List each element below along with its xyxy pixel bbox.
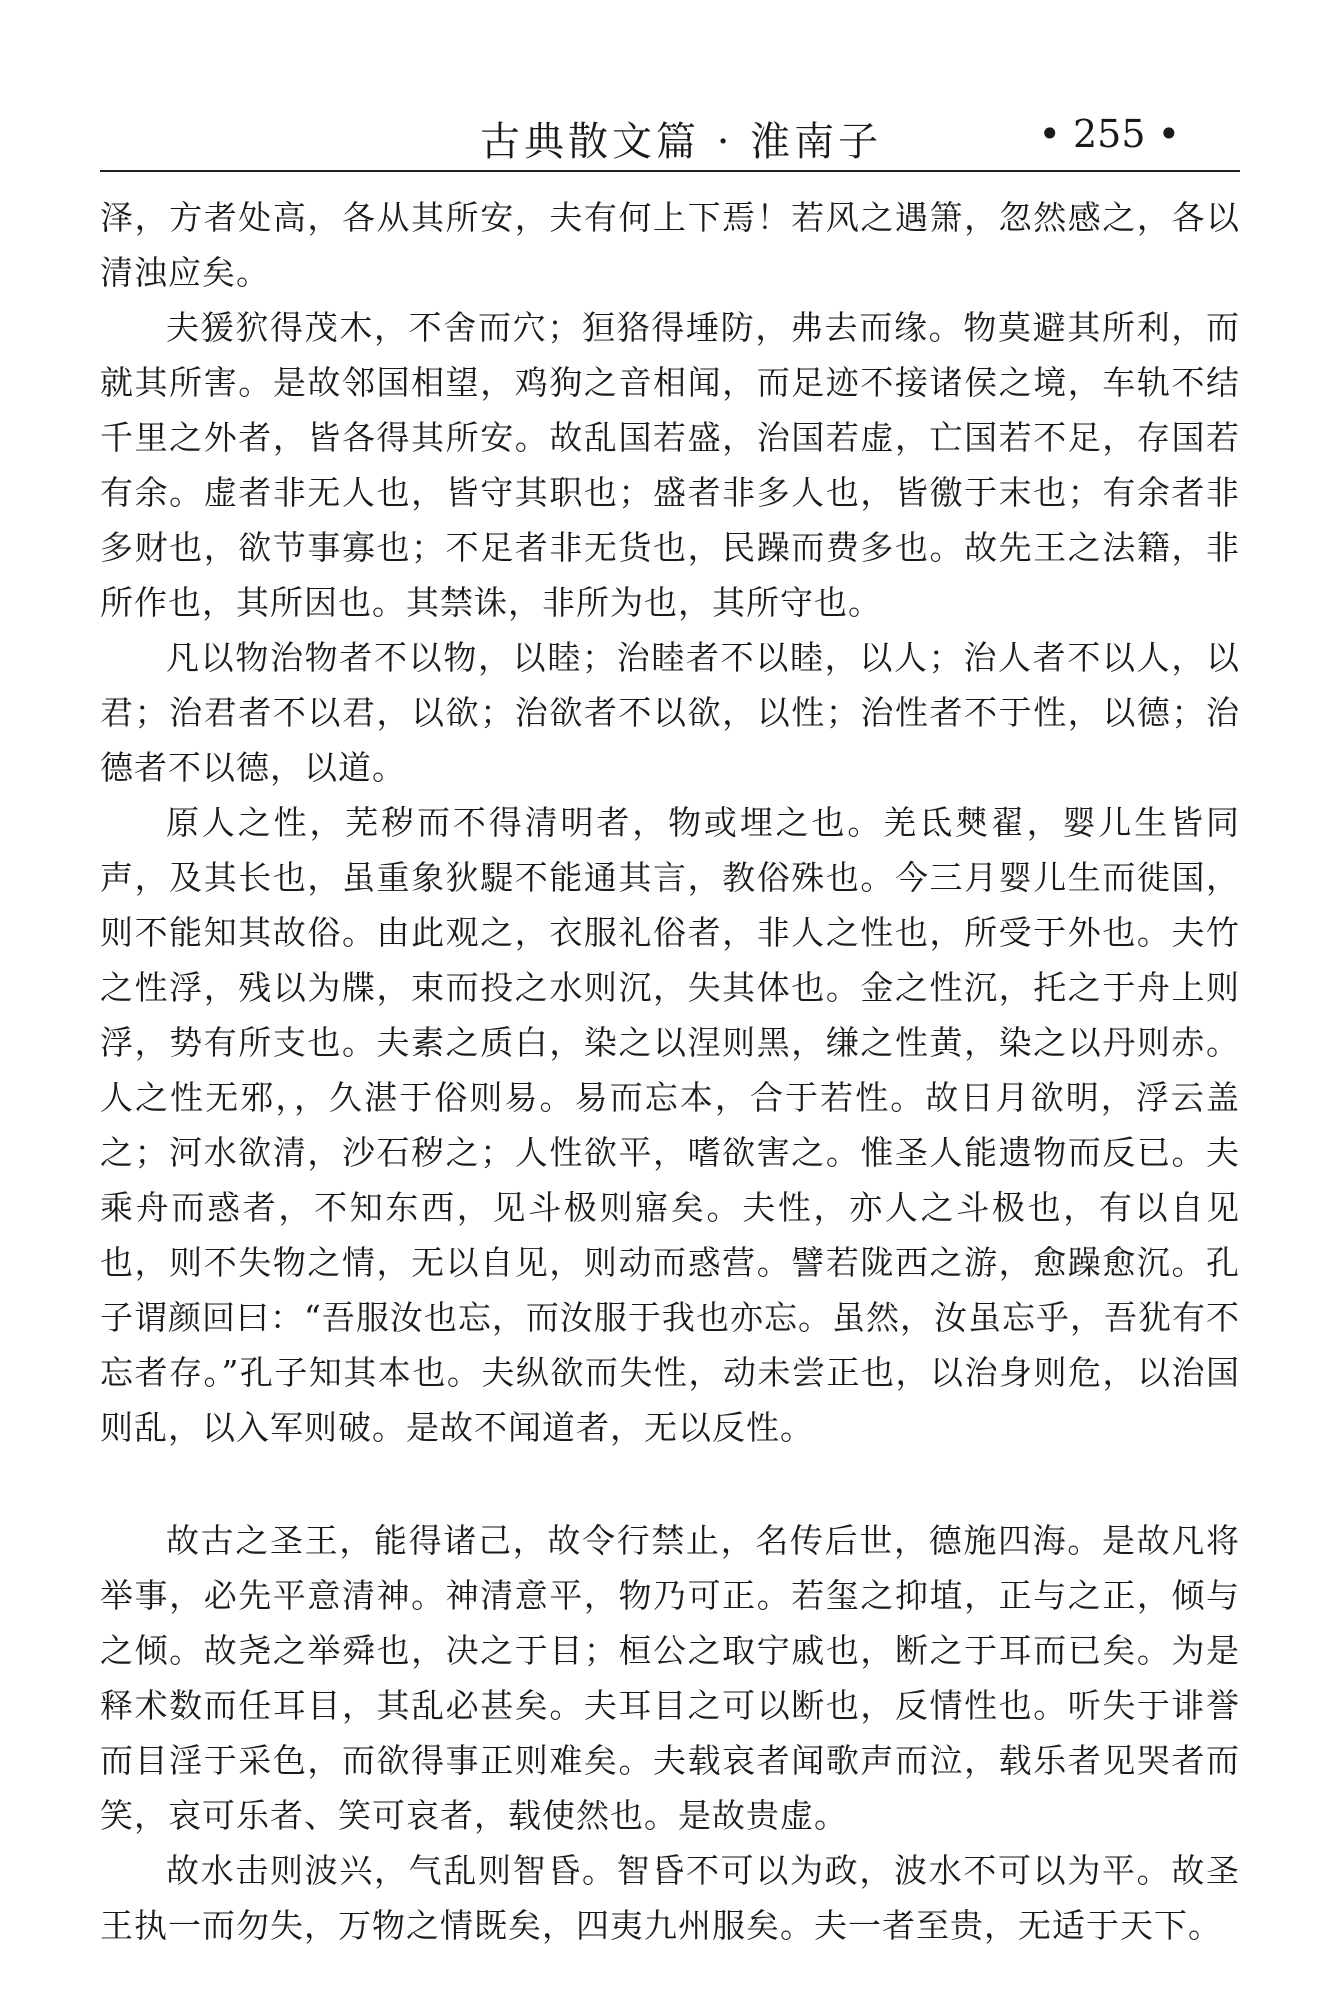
paragraph: 故古之圣王，能得诸己，故令行禁止，名传后世，德施四海。是故凡将举事，必先平意清神。神清意平，物乃可正。若玺之抑埴，正与之正，倾与之倾。故尧之举舜也，决之于目；桓公之取宁戚也，断之于耳而已矣。为是释术数而任耳目，其乱必甚矣。夫耳目之可以断也，反情性也。听失于诽誉而目淫于采色，而欲得事正则难矣。夫载哀者闻歌声而泣，载乐者见哭者而笑，哀可乐者、笑可哀者，载使然也。是故贵虚。: [100, 1521, 1240, 1835]
running-header: [100, 100, 1240, 172]
paragraph: 凡以物治物者不以物，以睦；治睦者不以睦，以人；治人者不以人，以君；治君者不以君，以欲；治欲者不以欲，以性；治性者不于性，以德；治德者不以德，以道。: [100, 638, 1240, 787]
paragraph: 原人之性，芜秽而不得清明者，物或埋之也。羌氐僰翟，婴儿生皆同声，及其长也，虽重象狄騠不能通其言，教俗殊也。今三月婴儿生而徙国，则不能知其故俗。由此观之，衣服礼俗者，非人之性也，所受于外也。夫竹之性浮，残以为牒，束而投之水则沉，失其体也。金之性沉，托之于舟上则浮，势有所支也。夫素之质白，染之以涅则黑，缣之性黄，染之以丹则赤。人之性无邪，，久湛于俗则易。易而忘本，合于若性。故日月欲明，浮云盖之；河水欲清，沙石秽之；人性欲平，嗜欲害之。惟圣人能遗物而反已。夫乘舟而惑者，不知东西，见斗极则寤矣。夫性，亦人之斗极也，有以自见也，则不失物之情，无以自见，则动而惑营。譬若陇西之游，愈躁愈沉。孔子谓颜回曰：“吾服汝也忘，而汝服于我也亦忘。虽然，汝虽忘乎，吾犹有不忘者存。”孔子知其本也。夫纵欲而失性，动未尝正也，以治身则危，以治国则乱，以入军则破。是故不闻道者，无以反性。: [100, 803, 1240, 1447]
paragraph: 故水击则波兴，气乱则智昏。智昏不可以为政，波水不可以为平。故圣王执一而勿失，万物之情既矣，四夷九州服矣。夫一者至贵，无适于天下。: [100, 1851, 1240, 1945]
paragraph: 夫猨狖得茂木，不舍而穴；狟狢得埵防，弗去而缘。物莫避其所利，而就其所害。是故邻国相望，鸡狗之音相闻，而足迹不接诸侯之境，车轨不结千里之外者，皆各得其所安。故乱国若盛，治国若虚，亡国若不足，存国若有余。虚者非无人也，皆守其职也；盛者非多人也，皆徼于末也；有余者非多财也，欲节事寡也；不足者非无货也，民躁而费多也。故先王之法籍，非所作也，其所因也。其禁诛，非所为也，其所守也。: [100, 308, 1240, 622]
header-rule: [100, 170, 1240, 172]
body-text: [100, 190, 1240, 1953]
running-title: 古典散文篇 · 淮南子: [480, 119, 883, 165]
section-break: [100, 1455, 1240, 1513]
paragraph: 泽，方者处高，各从其所安，夫有何上下焉！若风之遇箫，忽然感之，各以清浊应矣。: [100, 198, 1240, 292]
page-number: • 255 •: [1038, 112, 1180, 156]
